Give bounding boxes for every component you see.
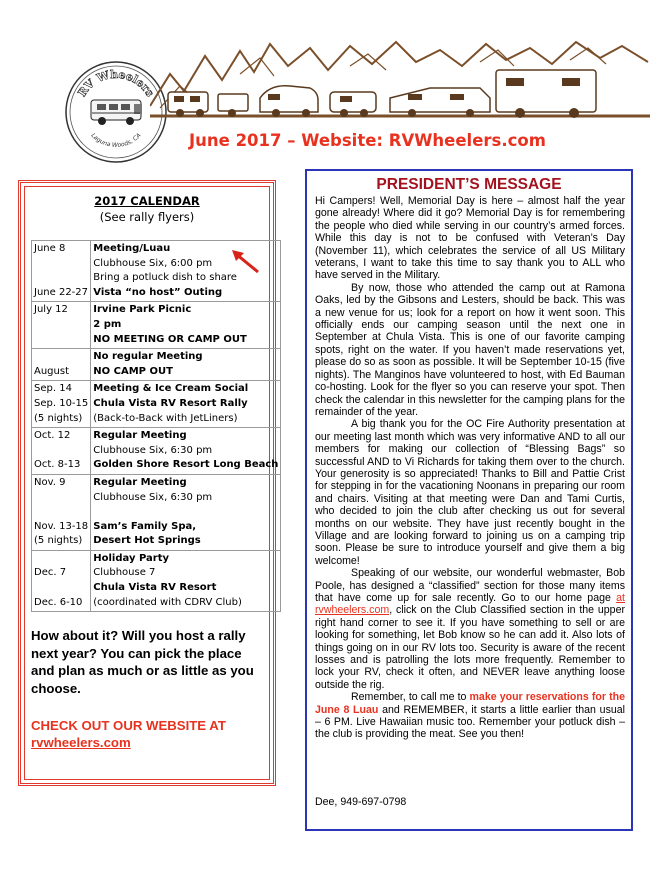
calendar-event-line: Clubhouse Six, 6:00 pm [93, 257, 213, 269]
newsletter-title: June 2017 – Website: RVWheelers.com [189, 131, 546, 150]
calendar-event-line: Desert Hot Springs [93, 535, 201, 547]
calendar-row [32, 349, 281, 381]
message-paragraph: Hi Campers! Well, Memorial Day is here – almost half the year gone already! Where did it go? Memorial Day is for remembering the people who died while serving in our country’s armed forces. While this day is not to be confused with Veteran’s Day (November 11), which celebrates the service of all US Military veterans, I want to take this time to say thank you to ALL who have served in the Military. [315, 195, 625, 282]
calendar-event-line: Chula Vista RV Resort [93, 582, 217, 594]
calendar-date: June 22-27 [34, 286, 89, 298]
logo-top-text: RV Wheelers [75, 67, 157, 100]
message-text: Speaking of our website, our wonderful webmaster, Bob Poole, has designed a “classified” section for those many items that have come up for sale recently. Go to our home page [315, 567, 625, 604]
calendar-date [34, 444, 88, 459]
message-paragraph [315, 567, 625, 691]
calendar-event-line: No regular Meeting [93, 351, 203, 363]
signature: Dee, 949-697-0798 [315, 796, 407, 808]
calendar-event-line: Regular Meeting [93, 476, 187, 488]
calendar-date: Sep. 14 [34, 383, 72, 395]
calendar-date-cell [32, 550, 91, 611]
calendar-event-line: Irvine Park Picnic [93, 304, 192, 316]
message-paragraph [315, 691, 625, 741]
calendar-event-line: 2 pm [93, 318, 122, 330]
reservation-highlight: make your reservations for the June 8 Luau [315, 691, 625, 716]
calendar-row [32, 550, 281, 611]
message-paragraph: By now, those who attended the camp out at Ramona Oaks, led by the Gibsons and Lesters, should be back. This was a new venue for us; look for a report on how it went soon. This officially ends our camping season until the next one in September at Chula Vista. This is one of our favorite camping spots, right on the water. If you haven’t made reservations yet, please do so as soon as possible. It will be September 10-15 (five nights). The Manginos have volunteered to host, with Ed Bauman co-hosting. Look for the flyer so you can reserve your spot. Then check the calendar in this newsletter for the camping plans for the remainder of the year. [315, 281, 625, 418]
calendar-event-cell [91, 428, 281, 475]
message-paragraph: A big thank you for the OC Fire Authority presentation at our meeting last month which was very informative AND to all our members for making our collection of “Blessing Bags” so successful AND to Vi Richards for taking them over to the church. Your generosity is so appreciated! Thanks to Bill and Pattie Crist for stepping in for the vacationing Noonans in preparing our room and chairs. Visiting at that meeting were Dan and Tami Curtis, who decided to join the club after checking us out for several months on our website. They have just recently bought in the Village and are looking forward to joining us on a camping trip soon. Please be sure to introduce yourself and give them a big welcome! [315, 418, 625, 567]
calendar-event-line: Meeting/Luau [93, 243, 171, 254]
calendar-date [34, 491, 88, 506]
calendar-date: Nov. 13-18 [34, 520, 89, 532]
calendar-event-line: Sam’s Family Spa, [93, 520, 197, 532]
calendar-event-line: Regular Meeting [93, 430, 187, 442]
calendar-event-line [93, 505, 278, 520]
calendar-date: Dec. 7 [34, 567, 67, 579]
calendar-date [34, 271, 88, 286]
presidents-message-title: PRESIDENT’S MESSAGE [376, 176, 562, 193]
message-text: and REMEMBER, it starts a little earlier than usual – 6 PM. Live Hawaiian music too. Remember your potluck dish – the club is providing the meat. See you then! [315, 703, 625, 741]
calendar-event-cell [91, 349, 281, 381]
calendar-table [31, 240, 281, 612]
calendar-date [34, 552, 88, 567]
calendar-row [32, 302, 281, 349]
calendar-date-cell [32, 474, 91, 550]
calendar-date: Dec. 6-10 [34, 596, 83, 608]
calendar-date: Nov. 9 [34, 476, 66, 488]
calendar-event-line: Clubhouse 7 [93, 567, 156, 579]
calendar-event-line: NO CAMP OUT [93, 365, 173, 377]
calendar-date: Sep. 10-15 [34, 397, 89, 409]
calendar-row [32, 474, 281, 550]
presidents-message-panel [305, 169, 633, 831]
logo-bottom-text: Laguna Woods, CA [89, 132, 143, 150]
calendar-event-line: Clubhouse Six, 6:30 pm [93, 491, 213, 503]
message-text: , click on the Club Classified section in the upper right hand corner to see it. If you have something to sell or are looking for something, let Bob know so he can add it. Also lots of things going on in our RV lots too. Security is aware of the recent losses and is patrolling the lots more frequently. Remember to lock your RV, check it often, and NEVER leave anything loose outside the rig. [315, 604, 625, 691]
mountain-caravan-banner [150, 36, 650, 122]
host-rally-question: How about it? Will you host a rally next year? You can pick the place and plan as much or as little as you choose. [31, 628, 254, 696]
calendar-date: June 8 [34, 243, 66, 254]
calendar-event-line: NO MEETING OR CAMP OUT [93, 333, 247, 345]
calendar-row [32, 428, 281, 475]
website-link[interactable]: rvwheelers.com [31, 735, 131, 750]
calendar-event-cell [91, 302, 281, 349]
calendar-event-line: (Back-to-Back with JetLiners) [93, 412, 238, 424]
calendar-event-line: Clubhouse Six, 6:30 pm [93, 444, 213, 456]
calendar-date-cell [32, 349, 91, 381]
red-arrow-icon [230, 248, 260, 274]
calendar-date [34, 257, 88, 272]
calendar-date: (5 nights) [34, 535, 83, 547]
home-page-link[interactable]: at rvwheelers.com [315, 592, 625, 617]
calendar-date-cell [32, 241, 91, 302]
calendar-event-line: Golden Shore Resort Long Beach [93, 459, 279, 471]
calendar-date: Oct. 8-13 [34, 459, 81, 471]
calendar-date-cell [32, 428, 91, 475]
calendar-event-line: Vista “no host” Outing [93, 286, 223, 298]
calendar-date: Oct. 12 [34, 430, 71, 442]
calendar-subtitle: (See rally flyers) [99, 210, 195, 224]
calendar-date [34, 505, 88, 520]
calendar-event-cell [91, 381, 281, 428]
website-callout [31, 717, 266, 751]
calendar-event-line: Holiday Party [93, 552, 169, 564]
calendar-title: 2017 CALENDAR [94, 194, 200, 208]
calendar-event-line: Chula Vista RV Resort Rally [93, 397, 248, 409]
website-callout-text: CHECK OUT OUR WEBSITE AT [31, 718, 226, 733]
calendar-date: (5 nights) [34, 412, 83, 424]
header [0, 0, 668, 165]
message-text: Remember, to call me to [351, 691, 470, 704]
calendar-row [32, 381, 281, 428]
calendar-event-cell [91, 550, 281, 611]
calendar-date-cell [32, 381, 91, 428]
calendar-event-cell [91, 474, 281, 550]
presidents-message-body [315, 195, 625, 741]
calendar-date [34, 350, 88, 365]
calendar-event-line: Meeting & Ice Cream Social [93, 383, 249, 395]
calendar-date: July 12 [34, 304, 68, 316]
calendar-date-cell [32, 302, 91, 349]
calendar-event-line: (coordinated with CDRV Club) [93, 596, 242, 608]
calendar-event-line: Bring a potluck dish to share [93, 272, 237, 284]
calendar-date: August [34, 365, 69, 377]
calendar-date [34, 581, 88, 596]
